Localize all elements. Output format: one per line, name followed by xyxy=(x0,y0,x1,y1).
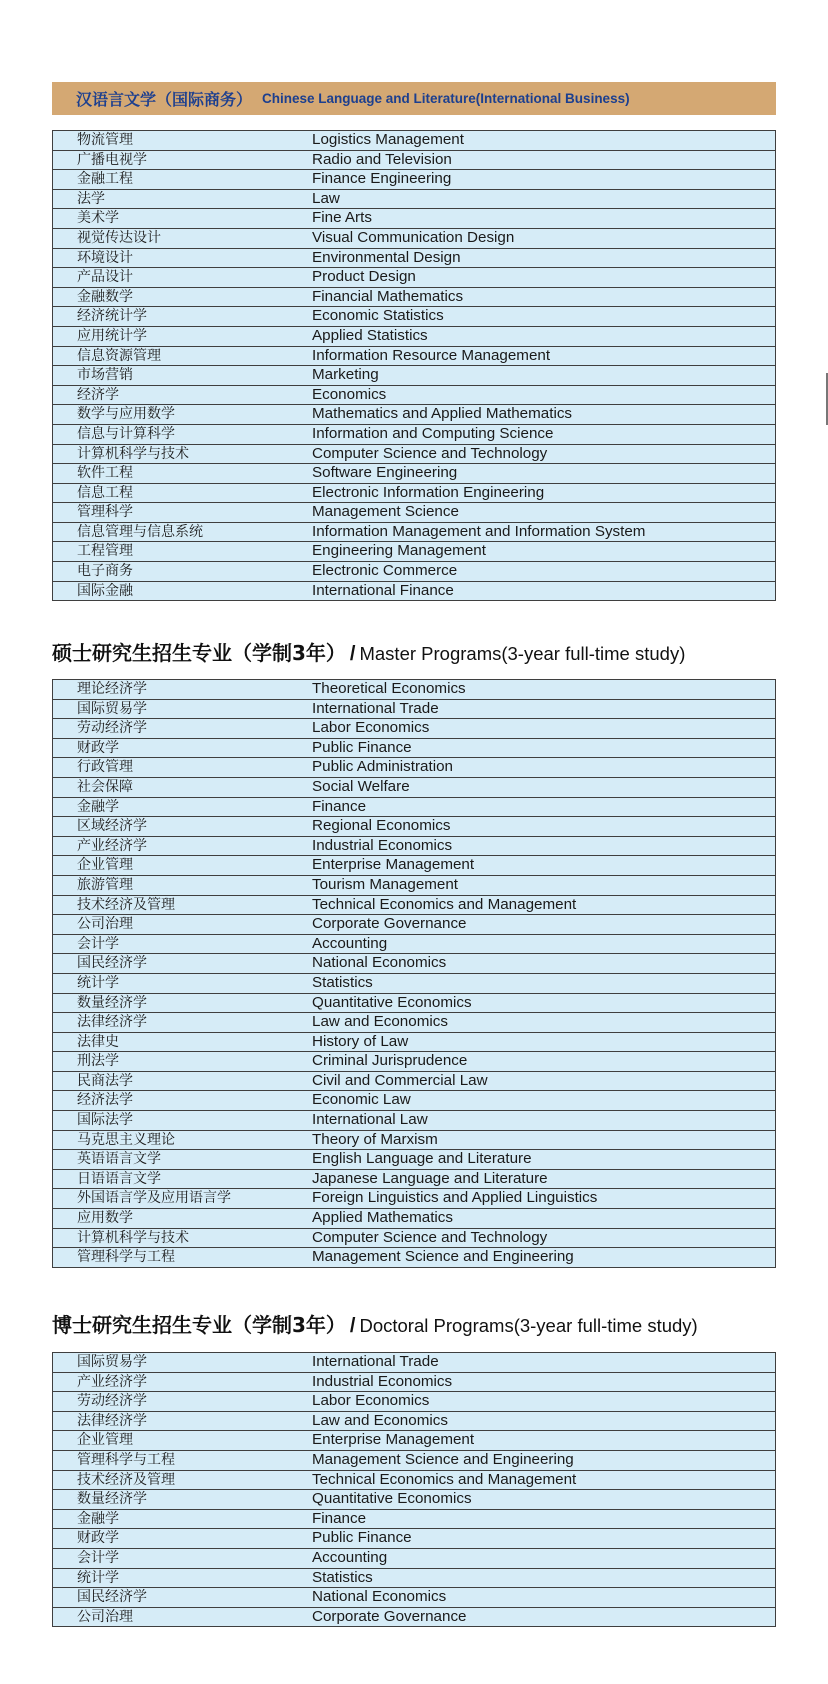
program-name-en: Applied Statistics xyxy=(312,326,428,344)
program-name-cn: 社会保障 xyxy=(77,778,133,795)
program-name-en: National Economics xyxy=(312,954,447,972)
table-row xyxy=(53,954,775,974)
program-name-cn: 环境设计 xyxy=(77,249,133,266)
program-name-cn: 统计学 xyxy=(77,974,119,991)
table-row xyxy=(53,817,775,837)
table-row xyxy=(53,445,775,465)
program-name-cn: 电子商务 xyxy=(77,563,133,580)
program-name-en: Management Science and Engineering xyxy=(312,1450,574,1468)
table-row xyxy=(53,719,775,739)
program-name-en: Public Finance xyxy=(312,738,412,756)
program-name-en: Mathematics and Applied Mathematics xyxy=(312,405,573,423)
table-row xyxy=(53,307,775,327)
program-name-cn: 金融学 xyxy=(77,798,119,815)
program-name-en: Quantitative Economics xyxy=(312,993,472,1011)
table-row xyxy=(53,229,775,249)
program-name-en: English Language and Literature xyxy=(312,1150,532,1168)
program-name-en: Public Finance xyxy=(312,1529,412,1547)
program-name-en: History of Law xyxy=(312,1032,409,1050)
table-row xyxy=(53,1091,775,1111)
program-name-en: Japanese Language and Literature xyxy=(312,1169,548,1187)
program-name-en: Engineering Management xyxy=(312,542,486,560)
program-name-cn: 英语语言文学 xyxy=(77,1151,161,1168)
program-name-cn: 国际法学 xyxy=(77,1112,133,1129)
table-row xyxy=(53,680,775,700)
doctoral-heading-separator: / xyxy=(349,1315,356,1337)
program-name-cn: 管理科学与工程 xyxy=(77,1249,175,1266)
table-row xyxy=(53,209,775,229)
program-name-cn: 技术经济及管理 xyxy=(77,1471,175,1488)
table-row xyxy=(53,1549,775,1569)
banner-title-en: Chinese Language and Literature(International Business) xyxy=(262,91,630,106)
program-name-en: Marketing xyxy=(312,366,379,384)
program-name-cn: 数量经济学 xyxy=(77,1491,147,1508)
program-name-cn: 产业经济学 xyxy=(77,1373,147,1390)
table-row xyxy=(53,1569,775,1589)
program-name-en: Financial Mathematics xyxy=(312,287,464,305)
program-name-en: Finance Engineering xyxy=(312,170,452,188)
program-name-en: Finance xyxy=(312,797,367,815)
program-name-cn: 财政学 xyxy=(77,1530,119,1547)
table-row xyxy=(53,151,775,171)
program-name-en: Criminal Jurisprudence xyxy=(312,1052,468,1070)
table-row xyxy=(53,1072,775,1092)
table-row xyxy=(53,1373,775,1393)
program-name-cn: 计算机科学与技术 xyxy=(77,1229,189,1246)
program-name-cn: 国民经济学 xyxy=(77,955,147,972)
table-row xyxy=(53,994,775,1014)
program-name-en: Enterprise Management xyxy=(312,856,475,874)
program-name-cn: 经济学 xyxy=(77,386,119,403)
program-name-cn: 美术学 xyxy=(77,210,119,227)
program-name-cn: 产业经济学 xyxy=(77,837,147,854)
undergraduate-programs-table xyxy=(52,130,776,601)
program-name-en: Economics xyxy=(312,385,387,403)
program-name-cn: 信息管理与信息系统 xyxy=(77,523,203,540)
program-name-en: International Finance xyxy=(312,581,454,599)
program-name-en: Statistics xyxy=(312,973,373,991)
program-name-en: Electronic Commerce xyxy=(312,562,458,580)
table-row xyxy=(53,1529,775,1549)
table-row xyxy=(53,876,775,896)
program-name-cn: 数学与应用数学 xyxy=(77,406,175,423)
table-row xyxy=(53,347,775,367)
program-name-cn: 视觉传达设计 xyxy=(77,229,161,246)
program-name-cn: 计算机科学与技术 xyxy=(77,445,189,462)
table-row xyxy=(53,896,775,916)
table-row xyxy=(53,1510,775,1530)
table-row xyxy=(53,758,775,778)
program-name-cn: 日语语言文学 xyxy=(77,1170,161,1187)
doctoral-heading-en: Doctoral Programs(3-year full-time study) xyxy=(359,1315,698,1336)
program-name-cn: 理论经济学 xyxy=(77,681,147,697)
program-name-cn: 公司治理 xyxy=(77,916,133,933)
program-name-en: Computer Science and Technology xyxy=(312,1228,548,1246)
program-name-en: Economic Statistics xyxy=(312,307,444,325)
table-row xyxy=(53,1150,775,1170)
program-name-cn: 金融数学 xyxy=(77,288,133,305)
table-row xyxy=(53,366,775,386)
program-name-en: Computer Science and Technology xyxy=(312,444,548,462)
table-row xyxy=(53,131,775,151)
program-name-en: Radio and Television xyxy=(312,150,452,168)
program-name-en: Law and Economics xyxy=(312,1411,448,1429)
table-row xyxy=(53,542,775,562)
table-row xyxy=(53,1189,775,1209)
program-name-cn: 外国语言学及应用语言学 xyxy=(77,1190,231,1207)
table-row xyxy=(53,1431,775,1451)
table-row xyxy=(53,190,775,210)
program-name-cn: 经济法学 xyxy=(77,1092,133,1109)
doctoral-heading-cn: 博士研究生招生专业（学制3年） xyxy=(52,1313,346,1337)
program-name-en: National Economics xyxy=(312,1588,447,1606)
program-name-cn: 公司治理 xyxy=(77,1608,133,1625)
program-name-en: Law and Economics xyxy=(312,1013,448,1031)
table-row xyxy=(53,464,775,484)
program-name-cn: 法律经济学 xyxy=(77,1014,147,1031)
table-row xyxy=(53,1248,775,1268)
table-row xyxy=(53,1588,775,1608)
table-row xyxy=(53,935,775,955)
program-name-cn: 管理科学 xyxy=(77,504,133,521)
program-name-cn: 统计学 xyxy=(77,1569,119,1586)
program-name-en: Software Engineering xyxy=(312,464,458,482)
program-name-cn: 旅游管理 xyxy=(77,876,133,893)
program-name-en: Public Administration xyxy=(312,758,453,776)
banner-title-cn: 汉语言文学（国际商务） xyxy=(76,90,253,109)
program-name-en: Economic Law xyxy=(312,1091,411,1109)
program-name-en: Management Science xyxy=(312,503,459,521)
program-name-cn: 技术经济及管理 xyxy=(77,896,175,913)
program-name-cn: 财政学 xyxy=(77,739,119,756)
table-row xyxy=(53,268,775,288)
program-name-en: Environmental Design xyxy=(312,248,461,266)
table-row xyxy=(53,582,775,602)
program-name-en: Management Science and Engineering xyxy=(312,1248,574,1266)
program-name-cn: 信息工程 xyxy=(77,484,133,501)
table-row xyxy=(53,1033,775,1053)
table-row xyxy=(53,1170,775,1190)
program-name-cn: 经济统计学 xyxy=(77,308,147,325)
program-name-en: Corporate Governance xyxy=(312,915,467,933)
program-name-en: Fine Arts xyxy=(312,209,372,227)
program-name-en: Law xyxy=(312,189,340,207)
table-row xyxy=(53,327,775,347)
table-row xyxy=(53,405,775,425)
program-name-cn: 法律经济学 xyxy=(77,1412,147,1429)
program-name-cn: 信息资源管理 xyxy=(77,347,161,364)
program-name-en: Information and Computing Science xyxy=(312,424,554,442)
program-name-cn: 劳动经济学 xyxy=(77,720,147,737)
program-name-en: Finance xyxy=(312,1509,367,1527)
program-name-en: Theory of Marxism xyxy=(312,1130,438,1148)
table-row xyxy=(53,837,775,857)
program-name-cn: 劳动经济学 xyxy=(77,1393,147,1410)
program-name-cn: 企业管理 xyxy=(77,857,133,874)
program-name-cn: 产品设计 xyxy=(77,269,133,286)
program-name-cn: 国际金融 xyxy=(77,582,133,599)
program-name-en: Industrial Economics xyxy=(312,1372,453,1390)
table-row xyxy=(53,503,775,523)
program-name-cn: 民商法学 xyxy=(77,1072,133,1089)
program-name-cn: 会计学 xyxy=(77,1549,119,1566)
table-row xyxy=(53,778,775,798)
table-row xyxy=(53,1353,775,1373)
table-row xyxy=(53,1229,775,1249)
master-programs-table xyxy=(52,679,776,1268)
program-name-en: Theoretical Economics xyxy=(312,680,466,697)
program-name-cn: 市场营销 xyxy=(77,367,133,384)
program-name-cn: 数量经济学 xyxy=(77,994,147,1011)
program-name-cn: 国民经济学 xyxy=(77,1589,147,1606)
program-name-en: Electronic Information Engineering xyxy=(312,483,545,501)
program-name-en: Information Resource Management xyxy=(312,346,551,364)
program-name-en: Applied Mathematics xyxy=(312,1209,453,1227)
program-name-en: Technical Economics and Management xyxy=(312,1470,577,1488)
program-name-cn: 行政管理 xyxy=(77,759,133,776)
program-name-en: Accounting xyxy=(312,934,388,952)
table-row xyxy=(53,1392,775,1412)
program-name-en: Logistics Management xyxy=(312,131,464,148)
table-row xyxy=(53,700,775,720)
program-name-cn: 软件工程 xyxy=(77,465,133,482)
program-name-en: Quantitative Economics xyxy=(312,1490,472,1508)
table-row xyxy=(53,523,775,543)
program-name-cn: 会计学 xyxy=(77,935,119,952)
program-name-cn: 金融学 xyxy=(77,1510,119,1527)
program-name-cn: 法律史 xyxy=(77,1033,119,1050)
table-row xyxy=(53,1209,775,1229)
program-name-en: Corporate Governance xyxy=(312,1607,467,1625)
program-name-en: Foreign Linguistics and Applied Linguistics xyxy=(312,1189,598,1207)
program-name-cn: 区域经济学 xyxy=(77,818,147,835)
program-name-cn: 信息与计算科学 xyxy=(77,425,175,442)
program-name-cn: 金融工程 xyxy=(77,171,133,188)
program-name-cn: 刑法学 xyxy=(77,1053,119,1070)
table-row xyxy=(53,484,775,504)
program-name-en: International Law xyxy=(312,1111,428,1129)
table-row xyxy=(53,798,775,818)
program-name-en: Regional Economics xyxy=(312,817,451,835)
table-row xyxy=(53,1052,775,1072)
table-row xyxy=(53,425,775,445)
program-name-en: Tourism Management xyxy=(312,875,459,893)
program-name-en: Product Design xyxy=(312,268,416,286)
table-row xyxy=(53,249,775,269)
program-name-en: Accounting xyxy=(312,1548,388,1566)
table-row xyxy=(53,1490,775,1510)
master-heading-separator: / xyxy=(349,643,356,665)
program-name-cn: 国际贸易学 xyxy=(77,700,147,717)
program-name-cn: 企业管理 xyxy=(77,1432,133,1449)
table-row xyxy=(53,562,775,582)
program-name-cn: 国际贸易学 xyxy=(77,1354,147,1370)
master-heading-cn: 硕士研究生招生专业（学制3年） xyxy=(52,641,346,665)
table-row xyxy=(53,1131,775,1151)
table-row xyxy=(53,1471,775,1491)
table-row xyxy=(53,170,775,190)
program-name-en: Enterprise Management xyxy=(312,1431,475,1449)
table-row xyxy=(53,856,775,876)
program-name-en: Industrial Economics xyxy=(312,836,453,854)
program-name-en: Social Welfare xyxy=(312,777,410,795)
program-name-en: Information Management and Information System xyxy=(312,522,646,540)
program-name-en: Visual Communication Design xyxy=(312,228,515,246)
table-row xyxy=(53,288,775,308)
program-name-en: Labor Economics xyxy=(312,719,430,737)
program-name-en: Labor Economics xyxy=(312,1392,430,1410)
doctoral-programs-heading xyxy=(52,1309,698,1338)
table-row xyxy=(53,1111,775,1131)
program-name-cn: 法学 xyxy=(77,190,105,207)
table-row xyxy=(53,915,775,935)
program-name-en: Technical Economics and Management xyxy=(312,895,577,913)
table-row xyxy=(53,1013,775,1033)
program-name-cn: 应用统计学 xyxy=(77,327,147,344)
table-row xyxy=(53,974,775,994)
doctoral-programs-table xyxy=(52,1352,776,1627)
program-name-cn: 广播电视学 xyxy=(77,151,147,168)
program-name-cn: 马克思主义理论 xyxy=(77,1131,175,1148)
program-name-en: Civil and Commercial Law xyxy=(312,1071,488,1089)
program-name-cn: 物流管理 xyxy=(77,132,133,148)
program-name-en: Statistics xyxy=(312,1568,373,1586)
table-row xyxy=(53,386,775,406)
program-name-cn: 管理科学与工程 xyxy=(77,1451,175,1468)
table-row xyxy=(53,1451,775,1471)
table-row xyxy=(53,739,775,759)
program-name-cn: 工程管理 xyxy=(77,543,133,560)
program-name-en: International Trade xyxy=(312,1353,439,1370)
table-row xyxy=(53,1412,775,1432)
table-row xyxy=(53,1608,775,1628)
program-banner xyxy=(52,82,776,115)
master-programs-heading xyxy=(52,637,685,666)
program-name-en: International Trade xyxy=(312,699,439,717)
master-heading-en: Master Programs(3-year full-time study) xyxy=(359,643,686,664)
program-name-cn: 应用数学 xyxy=(77,1210,133,1227)
